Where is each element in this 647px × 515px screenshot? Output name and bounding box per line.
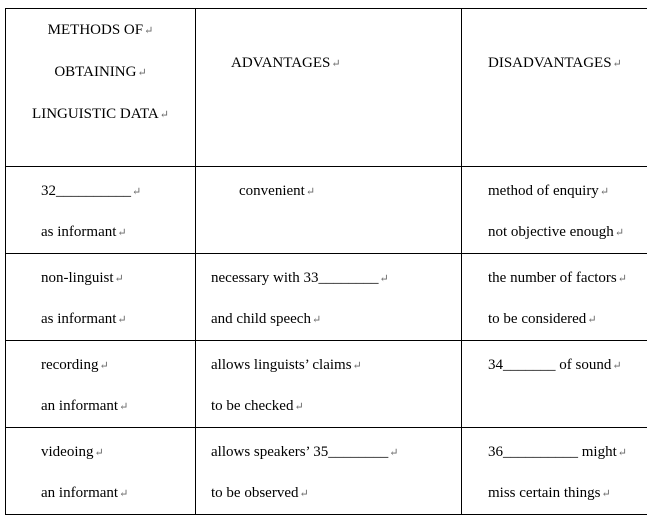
paragraph-mark-icon: ↵ [306, 186, 315, 198]
disadvantages-line-2: miss certain things [488, 485, 601, 501]
advantages-line-2: and child speech [211, 311, 311, 327]
advantages-line-2: to be checked [211, 398, 293, 414]
disadvantages-cell [462, 428, 647, 515]
paragraph-mark-icon: ↵ [117, 314, 126, 326]
method-line-2: an informant [41, 485, 118, 501]
disadvantages-cell [462, 341, 647, 428]
method-cell [6, 167, 196, 254]
method-cell [6, 428, 196, 515]
advantages-cell [196, 254, 462, 341]
paragraph-mark-icon: ↵ [95, 447, 104, 459]
table-row [6, 341, 647, 428]
paragraph-mark-icon: ↵ [119, 401, 128, 413]
paragraph-mark-icon: ↵ [119, 488, 128, 500]
paragraph-mark-icon: ↵ [613, 58, 622, 70]
header-advantages [196, 9, 462, 167]
paragraph-mark-icon: ↵ [117, 227, 126, 239]
paragraph-mark-icon: ↵ [160, 109, 169, 121]
paragraph-mark-icon: ↵ [587, 314, 596, 326]
paragraph-mark-icon: ↵ [137, 67, 146, 79]
advantages-cell [196, 428, 462, 515]
table-row [6, 167, 647, 254]
method-line-2: as informant [41, 224, 116, 240]
advantages-line-1: convenient [239, 183, 305, 199]
disadvantages-line-1: method of enquiry [488, 183, 599, 199]
advantages-cell [196, 341, 462, 428]
paragraph-mark-icon: ↵ [612, 360, 621, 372]
paragraph-mark-icon: ↵ [602, 488, 611, 500]
paragraph-mark-icon: ↵ [294, 401, 303, 413]
paragraph-mark-icon: ↵ [353, 360, 362, 372]
header-methods [6, 9, 196, 167]
table-row [6, 254, 647, 341]
header-methods-line-3: LINGUISTIC DATA [32, 106, 159, 122]
method-cell [6, 341, 196, 428]
paragraph-mark-icon: ↵ [299, 488, 308, 500]
disadvantages-cell [462, 167, 647, 254]
paragraph-mark-icon: ↵ [600, 186, 609, 198]
paragraph-mark-icon: ↵ [99, 360, 108, 372]
header-methods-line-2: OBTAINING [54, 64, 136, 80]
disadvantages-line-2: not objective enough [488, 224, 614, 240]
method-line-1: recording [41, 357, 98, 373]
paragraph-mark-icon: ↵ [331, 58, 340, 70]
disadvantages-cell [462, 254, 647, 341]
disadvantages-line-1: the number of factors [488, 270, 617, 286]
method-line-2: an informant [41, 398, 118, 414]
method-line-1: 32__________ [41, 183, 131, 199]
advantages-line-1: necessary with 33________ [211, 270, 378, 286]
paragraph-mark-icon: ↵ [379, 273, 388, 285]
disadvantages-line-2: to be considered [488, 311, 586, 327]
disadvantages-line-1: 36__________ might [488, 444, 617, 460]
paragraph-mark-icon: ↵ [618, 273, 627, 285]
header-disadvantages [462, 9, 647, 167]
paragraph-mark-icon: ↵ [312, 314, 321, 326]
paragraph-mark-icon: ↵ [115, 273, 124, 285]
paragraph-mark-icon: ↵ [144, 25, 153, 37]
paragraph-mark-icon: ↵ [615, 227, 624, 239]
linguistic-data-table [5, 8, 647, 515]
disadvantages-line-1: 34_______ of sound [488, 357, 611, 373]
advantages-line-1: allows linguists’ claims [211, 357, 352, 373]
method-cell [6, 254, 196, 341]
method-line-1: non-linguist [41, 270, 114, 286]
method-line-2: as informant [41, 311, 116, 327]
header-methods-line-1: METHODS OF [48, 22, 143, 38]
paragraph-mark-icon: ↵ [389, 447, 398, 459]
header-advantages-label: ADVANTAGES [231, 55, 330, 71]
advantages-line-1: allows speakers’ 35________ [211, 444, 388, 460]
header-disadvantages-label: DISADVANTAGES [488, 55, 612, 71]
paragraph-mark-icon: ↵ [132, 186, 141, 198]
header-row [6, 9, 647, 167]
method-line-1: videoing [41, 444, 94, 460]
table-row [6, 428, 647, 515]
advantages-cell [196, 167, 462, 254]
advantages-line-2: to be observed [211, 485, 298, 501]
paragraph-mark-icon: ↵ [618, 447, 627, 459]
